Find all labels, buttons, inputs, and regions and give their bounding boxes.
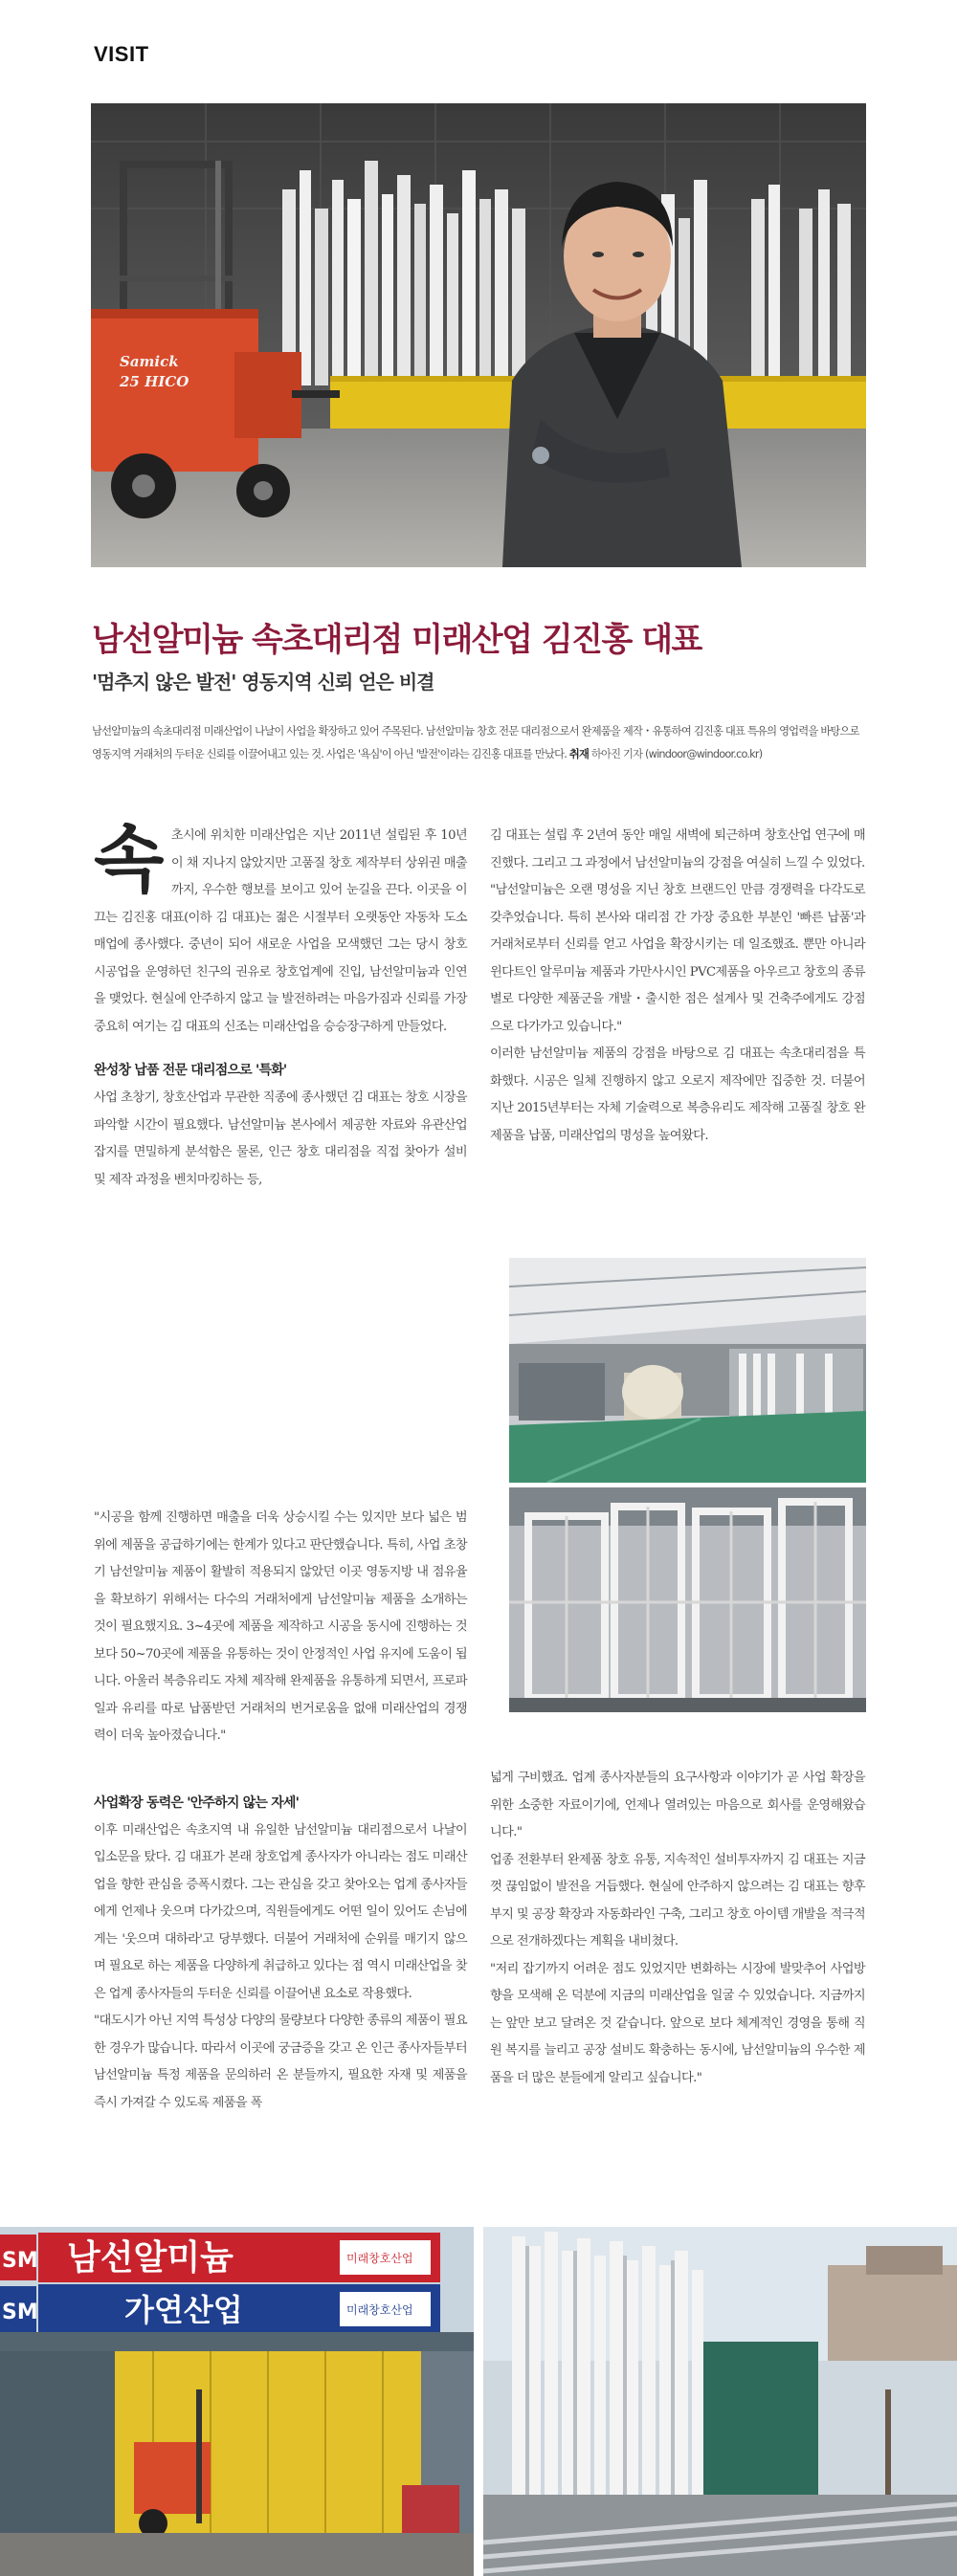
quote-paragraph: "대도시가 아닌 지역 특성상 다양의 물량보다 다양한 종류의 제품이 필요한 경우가 많습니다. 따라서 이곳에 궁금증을 갖고 온 인근 종사자들부터 남선알미늄 특정 제품을 문의하러 온 분들까지, 필요한 자재 및 제품을 즉시 가져갈 수 있도록 제품을 폭 bbox=[94, 2014, 467, 2110]
store-sign-second: 가연산업 bbox=[124, 2292, 243, 2328]
store-sign-small-1: 미래창호산업 bbox=[346, 2252, 413, 2265]
forklift-text-1: Samick bbox=[120, 353, 179, 370]
paragraph: 김 대표는 설립 후 2년여 동안 매일 새벽에 퇴근하며 창호산업 연구에 매진했다. 그리고 그 과정에서 남선알미늄의 강점을 여실히 느낄 수 있었다. bbox=[490, 828, 865, 870]
paragraph: 업종 전환부터 완제품 창호 유통, 지속적인 설비투자까지 김 대표는 지금껏 끊임없이 발전을 거듭했다. 현실에 안주하지 않으려는 김 대표는 향후 부지 및 공장 확장과 자동화라인 구축, 그리고 창호 아이템 개발을 적극적으로 전개하겠다는 계획을 내비쳤다. bbox=[490, 1852, 865, 1949]
paragraph: 넓게 구비했죠. 업계 종사자분들의 요구사항과 이야기가 곧 사업 확장을 위한 소중한 자료이기에, 언제나 열려있는 마음으로 회사를 운영해왔습니다." bbox=[490, 1771, 865, 1839]
store-logo-1: SM bbox=[2, 2249, 38, 2273]
byline-label: 취재 bbox=[568, 748, 590, 760]
lead-text: 남선알미늄의 속초대리점 미래산업이 나날이 사업을 확장하고 있어 주목된다. 남선알미늄 창호 전문 대리점으로서 완제품을 제작・유통하여 김진홍 대표 특유의 영업력을 바탕으로 영동지역 거래처의 두터운 신뢰를 이끌어내고 있는 것. 사업은 '욕심'이 아닌 '발전'이라는 김진홍 대표를 만났다. bbox=[92, 725, 859, 760]
store-sign-main: 남선알미늄 bbox=[67, 2238, 234, 2278]
article-lead bbox=[92, 720, 865, 766]
column-left-bottom bbox=[94, 1505, 467, 2117]
dropcap: 속 bbox=[94, 817, 164, 902]
paragraph: 이후 미래산업은 속초지역 내 유일한 남선알미늄 대리점으로서 나날이 입소문을 탔다. 김 대표가 본래 창호업계 종사자가 아니라는 점도 미래산업을 향한 관심을 증폭시켰다. 그는 관심을 갖고 찾아오는 업계 종사자들에게 언제나 웃으며 다가갔으며, 직원들에게도 어떤 일이 있어도 손님에게는 '웃으며 대하라'고 당부했다. 더불어 거래처에 순위를 매기지 않으며 필요로 하는 제품을 다양하게 취급하고 있다는 점 역시 미래산업을 찾은 업계 종사자들의 두터운 신뢰를 이끌어낸 요소로 작용했다. bbox=[94, 1822, 467, 2001]
quote-paragraph: "남선알미늄은 오랜 명성을 지닌 창호 브랜드인 만큼 경쟁력을 다각도로 갖추었습니다. 특히 본사와 대리점 간 가장 중요한 부분인 '빠른 납품'과 거래처로부터 신뢰를 얻고 사업을 확장시키는 데 일조했죠. 뿐만 아니라 윈다트인 알루미늄 제품과 가만사시인 PVC제품을 아우르고 창호의 종류별로 다양한 제품군을 개발・출시한 점은 설계사 및 건축주에게도 강점으로 다가가고 있습니다." bbox=[490, 883, 865, 1034]
stock-photo bbox=[483, 2227, 957, 2576]
section-heading: 완성창 납품 전문 대리점으로 '특화' bbox=[94, 1063, 287, 1078]
paragraph: 이러한 남선알미늄 제품의 강점을 바탕으로 김 대표는 속초대리점을 특화했다. 시공은 일체 진행하지 않고 오로지 제작에만 집중한 것. 더불어 지난 2015년부터는 자체 기술력으로 복층유리도 제작해 고품질 창호 완제품을 납품, 미래산업의 명성을 높여왔다. bbox=[490, 1046, 865, 1143]
quote-paragraph: "시공을 함께 진행하면 매출을 더욱 상승시킬 수는 있지만 보다 넓은 범위에 제품을 공급하기에는 한계가 있다고 판단했습니다. 특히, 사업 초창기 남선알미늄 제품이 활발히 적용되지 않았던 이곳 영동지방 내 점유율을 확보하기 위해서는 다수의 거래처에게 남선알미늄 제품을 소개하는 것이 필요했지요. 3~4곳에 제품을 제작하고 시공을 동시에 진행하는 것보다 50~70곳에 제품을 유통하는 것이 안정적인 사업 유지에 도움이 됩니다. 아울러 복층유리도 자체 제작해 완제품을 유통하게 되면서, 프로파일과 유리를 따로 납품받던 거래처의 번거로움을 없애 미래산업의 경쟁력이 더욱 높아졌습니다." bbox=[94, 1510, 467, 1743]
column-right-top bbox=[490, 823, 865, 1150]
article-subtitle: '멈추지 않은 발전' 영동지역 신뢰 얻은 비결 bbox=[92, 671, 434, 694]
store-logo-2: SM bbox=[2, 2301, 38, 2324]
frames-photo bbox=[509, 1487, 866, 1712]
column-right-bottom bbox=[490, 1765, 865, 2092]
quote-paragraph: "저리 잡기까지 어려운 점도 있었지만 변화하는 시장에 발맞추어 사업방향을 모색해 온 덕분에 지금의 미래산업을 일굴 수 있었습니다. 지금까지는 앞만 보고 달려온 것 같습니다. 앞으로 보다 체계적인 경영을 통해 직원 복지를 늘리고 공장 설비도 확충하는 동시에, 남선알미늄의 우수한 제품을 더 많은 분들에게 알리고 싶습니다." bbox=[490, 1961, 865, 2085]
column-left-top bbox=[94, 817, 467, 1194]
byline-text: 하아진 기자 (windoor@windoor.co.kr) bbox=[590, 748, 763, 760]
byline bbox=[569, 748, 763, 760]
forklift-text-2: 25 HICO bbox=[120, 373, 189, 390]
store-sign-small-2: 미래창호산업 bbox=[346, 2303, 413, 2317]
article-title: 남선알미늄 속초대리점 미래산업 김진홍 대표 bbox=[92, 621, 701, 659]
section-heading: 사업확장 동력은 '안주하지 않는 자세' bbox=[94, 1794, 300, 1811]
warehouse-photo bbox=[509, 1258, 866, 1483]
storefront-photo bbox=[0, 2227, 474, 2576]
paragraph: 속초시에 위치한 미래산업은 지난 2011년 설립된 후 10년이 채 지나지 않았지만 고품질 창호 제작부터 상위권 매출까지, 우수한 행보를 보이고 있어 눈길을 끈다. 이곳을 이끄는 김진홍 대표(이하 김 대표)는 젊은 시절부터 오랫동안 자동차 도소매업에 종사했다. 중년이 되어 새로운 사업을 모색했던 그는 당시 창호 시공업을 운영하던 친구의 권유로 창호업계에 진입, 남선알미늄과 인연을 맺었다. 현실에 안주하지 않고 늘 발전하려는 마음가짐과 신뢰를 가장 중요히 여기는 김 대표의 신조는 미래산업을 승승장구하게 만들었다. bbox=[94, 817, 467, 1034]
section-tag: VISIT bbox=[94, 42, 149, 66]
paragraph: 사업 초창기, 창호산업과 무관한 직종에 종사했던 김 대표는 창호 시장을 파악할 시간이 필요했다. 남선알미늄 본사에서 제공한 자료와 유관산업 잡지를 면밀하게 분석함은 물론, 인근 창호 대리점을 직접 찾아가 설비 및 제작 과정을 벤치마킹하는 등, bbox=[94, 1090, 467, 1187]
hero-photo bbox=[91, 103, 866, 567]
